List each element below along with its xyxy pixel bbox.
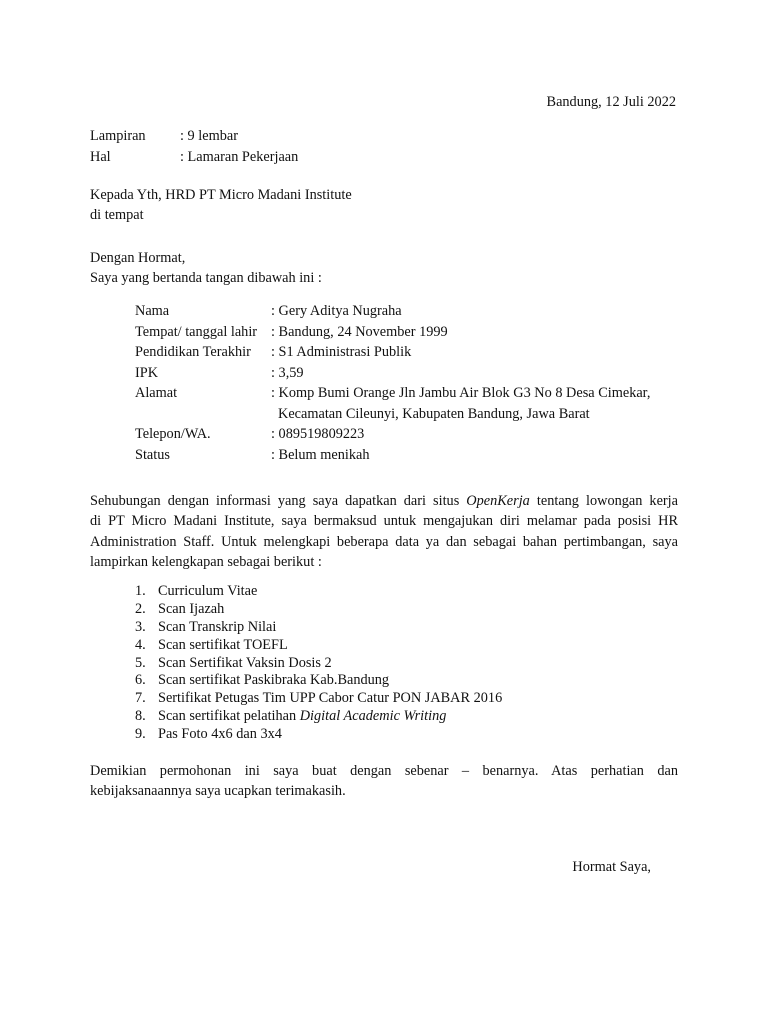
list-text: Scan Transkrip Nilai [158,618,277,635]
list-text: Pas Foto 4x6 dan 3x4 [158,726,282,743]
recipient-line: di tempat [90,207,144,223]
bio-label [135,404,271,425]
bio-row [135,404,650,425]
bio-label: Telepon/WA. [135,426,211,442]
paragraph-line: di PT Micro Madani Institute, saya bermaksud untuk mengajukan diri melamar pada posisi HR [90,513,678,530]
site-name: OpenKerja [466,493,530,509]
list-text: Scan Sertifikat Vaksin Dosis 2 [158,654,332,671]
list-number: 8. [135,708,146,725]
list-number: 1. [135,583,146,599]
list-text: Scan sertifikat TOEFL [158,636,288,653]
meta-value: : Lamaran Pekerjaan [180,149,299,165]
list-item [135,670,502,688]
bio-value: : 089519809223 [271,426,365,442]
list-item [135,724,502,742]
list-number: 3. [135,618,146,635]
list-item [135,688,502,706]
bio-label: IPK [135,364,159,381]
list-item [135,617,502,635]
list-text: Curriculum Vitae [158,583,258,599]
bio-row [135,301,650,322]
paragraph-line: Demikian permohonan ini saya buat dengan sebenar – benarnya. Atas perhatian dan [90,763,678,779]
list-item [135,635,502,653]
bio-value: Kecamatan Cileunyi, Kabupaten Bandung, Jawa Barat [278,405,590,422]
intro-line: Saya yang bertanda tangan dibawah ini : [90,270,322,286]
greeting: Dengan Hormat, [90,250,186,266]
meta-label: Hal [90,149,111,165]
bio-row [135,322,650,343]
meta-row-lampiran [90,126,238,146]
bio-value: : S1 Administrasi Publik [271,344,412,360]
meta-value: : 9 lembar [180,128,238,144]
list-text: Scan Ijazah [158,600,225,617]
bio-table [135,301,650,465]
bio-value: : Gery Aditya Nugraha [271,303,402,319]
list-text: Sertifikat Petugas Tim UPP Cabor Catur PON JABAR 2016 [158,690,503,707]
list-text: Scan sertifikat Paskibraka Kab.Bandung [158,672,390,689]
bio-value: : Belum menikah [271,446,370,463]
list-number: 4. [135,636,146,653]
signoff: Hormat Saya, [572,859,651,875]
recipient-block [90,185,352,225]
bio-row [135,445,650,466]
list-item [135,706,502,724]
place-date: Bandung, 12 Juli 2022 [546,94,676,110]
opening-block [90,248,322,288]
attachment-list [135,581,502,742]
list-number: 7. [135,690,146,707]
bio-value: : Bandung, 24 November 1999 [271,323,448,340]
list-number: 2. [135,600,146,617]
paragraph-line: kebijaksanaannya saya ucapkan terimakasih. [90,783,346,800]
course-name: Digital Academic Writing [299,708,447,725]
list-number: 5. [135,654,146,671]
meta-row-hal [90,147,298,167]
paragraph-line: lampirkan kelengkapan sebagai berikut : [90,553,322,570]
closing-paragraph [90,761,678,802]
bio-row [135,363,650,384]
bio-label: Pendidikan Terakhir [135,344,251,360]
list-number: 9. [135,726,146,743]
line-text: tentang lowongan kerja [529,493,678,509]
bio-label: Alamat [135,385,178,401]
paragraph-line [90,491,678,511]
meta-label: Lampiran [90,128,146,144]
list-number: 6. [135,672,146,689]
body-paragraph [90,491,678,572]
bio-row [135,342,650,363]
bio-label: Tempat/ tanggal lahir [135,323,258,340]
list-item [135,581,502,599]
recipient-line: Kepada Yth, HRD PT Micro Madani Institute [90,187,352,203]
list-text: Scan sertifikat pelatihan [158,708,300,725]
bio-row [135,383,650,404]
line-text: Sehubungan dengan informasi yang saya dapatkan dari situs [90,493,467,509]
list-item [135,599,502,617]
bio-label: Status [135,446,170,463]
bio-value: : Komp Bumi Orange Jln Jambu Air Blok G3 No 8 Desa Cimekar, [271,385,651,401]
list-item [135,653,502,671]
bio-label: Nama [135,303,170,319]
paragraph-line: Administration Staff. Untuk melengkapi beberapa data ya dan sebagai bahan pertimbangan, saya [90,533,678,550]
bio-row [135,424,650,445]
bio-value: : 3,59 [271,364,304,381]
